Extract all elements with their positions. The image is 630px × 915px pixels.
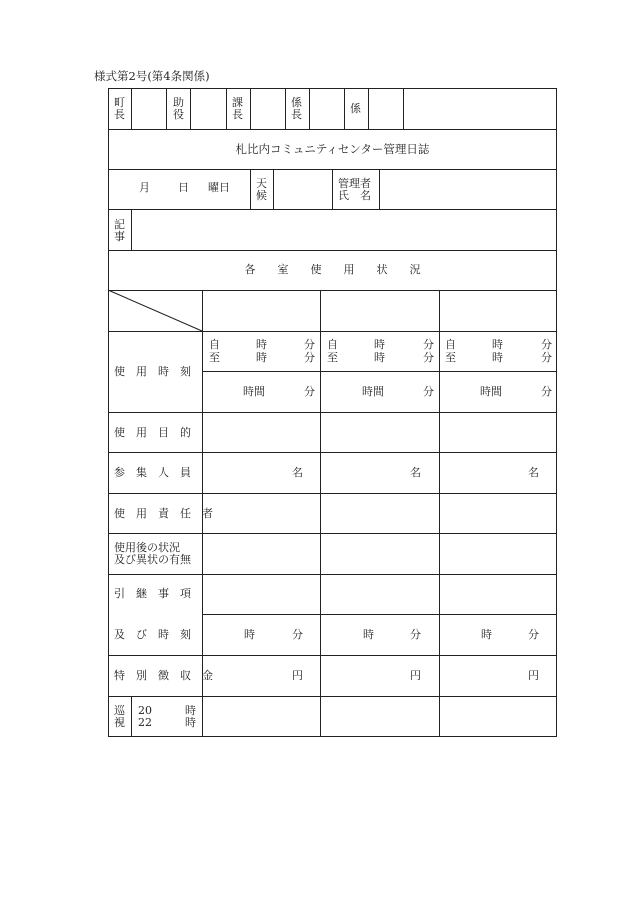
room-2-duration-hours-label: 時間	[362, 385, 384, 398]
approval-unit-chief-stamp[interactable]	[310, 89, 344, 129]
approval-town-head-label: 町 長	[114, 96, 125, 121]
approval-unit-chief-label: 係 長	[291, 96, 302, 121]
room-1-handover-field[interactable]	[203, 575, 320, 614]
room-3-from-label: 自	[445, 338, 456, 351]
room-1-from-minute-label: 分	[304, 338, 315, 351]
approval-staff-label: 係	[350, 102, 361, 115]
room-1-persons-unit: 名	[292, 466, 303, 479]
handover-time-label: 及 び 時 刻	[114, 628, 191, 641]
room-3-purpose-field[interactable]	[440, 413, 556, 452]
form-number: 様式第2号(第4条関係)	[94, 69, 210, 83]
room-1-patrol-field[interactable]	[203, 697, 320, 736]
room-2-responsible-field[interactable]	[321, 494, 439, 533]
approval-section-chief-label: 課 長	[232, 96, 243, 121]
purpose-label: 使 用 目 的	[114, 426, 191, 439]
approval-town-head-stamp[interactable]	[132, 89, 166, 129]
room-1-from-label: 自	[209, 338, 220, 351]
date-day-label: 日	[178, 181, 189, 194]
room-2-fee-unit: 円	[410, 669, 421, 682]
approval-section-chief-stamp[interactable]	[251, 89, 285, 129]
room-3-duration-hours-label: 時間	[480, 385, 502, 398]
approval-deputy-stamp[interactable]	[191, 89, 226, 129]
after-use-label: 使用後の状況 及び異状の有無	[114, 541, 191, 566]
room-3-handover-minute-label: 分	[528, 628, 539, 641]
room-1-fee-unit: 円	[292, 669, 303, 682]
room-1-to-minute-label: 分	[304, 351, 315, 364]
room-1-responsible-field[interactable]	[203, 494, 320, 533]
room-1-purpose-field[interactable]	[203, 413, 320, 452]
room-2-patrol-field[interactable]	[321, 697, 439, 736]
room-3-responsible-field[interactable]	[440, 494, 556, 533]
room-1-duration-minute-label: 分	[304, 385, 315, 398]
room-2-to-label: 至	[327, 351, 338, 364]
room-3-handover-field[interactable]	[440, 575, 556, 614]
attendees-label: 参 集 人 員	[114, 466, 191, 479]
special-fee-label: 特 別 徴 収 金	[114, 669, 213, 682]
room-2-handover-hour-label: 時	[363, 628, 374, 641]
usage-time-label: 使 用 時 刻	[114, 365, 191, 378]
form-title: 札比内コミュニティセンター管理日誌	[235, 142, 430, 156]
room-1-handover-hour-label: 時	[244, 628, 255, 641]
approval-deputy-label: 助 役	[173, 96, 184, 121]
room-usage-header: 各 室 使 用 状 況	[244, 263, 421, 276]
room-2-from-label: 自	[327, 338, 338, 351]
room-2-from-hour-label: 時	[374, 338, 385, 351]
room-3-handover-hour-label: 時	[481, 628, 492, 641]
date-weekday-label: 曜日	[208, 181, 230, 194]
room-2-to-minute-label: 分	[423, 351, 434, 364]
patrol-label: 巡 視	[114, 704, 125, 729]
weather-field[interactable]	[274, 170, 332, 209]
room-1-duration-hours-label: 時間	[243, 385, 265, 398]
date-month-label: 月	[139, 181, 150, 194]
room-2-purpose-field[interactable]	[321, 413, 439, 452]
notes-field[interactable]	[132, 210, 556, 250]
weather-label: 天 候	[256, 177, 267, 202]
room-3-persons-unit: 名	[528, 466, 539, 479]
room-3-from-minute-label: 分	[541, 338, 552, 351]
room-1-name-field[interactable]	[203, 291, 320, 331]
handover-label: 引 継 事 項	[114, 587, 191, 600]
room-1-handover-minute-label: 分	[292, 628, 303, 641]
room-2-handover-minute-label: 分	[410, 628, 421, 641]
responsible-label: 使 用 責 任 者	[114, 507, 213, 520]
room-3-to-minute-label: 分	[541, 351, 552, 364]
room-3-from-hour-label: 時	[492, 338, 503, 351]
room-2-from-minute-label: 分	[423, 338, 434, 351]
room-3-fee-unit: 円	[528, 669, 539, 682]
manager-name-field[interactable]	[380, 170, 556, 209]
approval-staff-stamp[interactable]	[369, 89, 403, 129]
room-1-from-hour-label: 時	[256, 338, 267, 351]
room-1-after-use-field[interactable]	[203, 534, 320, 574]
room-3-after-use-field[interactable]	[440, 534, 556, 574]
room-2-duration-minute-label: 分	[423, 385, 434, 398]
room-2-after-use-field[interactable]	[321, 534, 439, 574]
room-1-to-hour-label: 時	[256, 351, 267, 364]
room-2-name-field[interactable]	[321, 291, 439, 331]
room-3-name-field[interactable]	[440, 291, 556, 331]
room-3-to-hour-label: 時	[492, 351, 503, 364]
manager-name-label: 管理者 氏 名	[338, 177, 371, 202]
room-1-to-label: 至	[209, 351, 220, 364]
room-3-patrol-field[interactable]	[440, 697, 556, 736]
room-3-to-label: 至	[445, 351, 456, 364]
room-3-duration-minute-label: 分	[541, 385, 552, 398]
patrol-times: 20 時 22 時	[138, 704, 196, 729]
room-2-to-hour-label: 時	[374, 351, 385, 364]
notes-label: 記 事	[114, 218, 125, 243]
room-2-persons-unit: 名	[410, 466, 421, 479]
room-2-handover-field[interactable]	[321, 575, 439, 614]
